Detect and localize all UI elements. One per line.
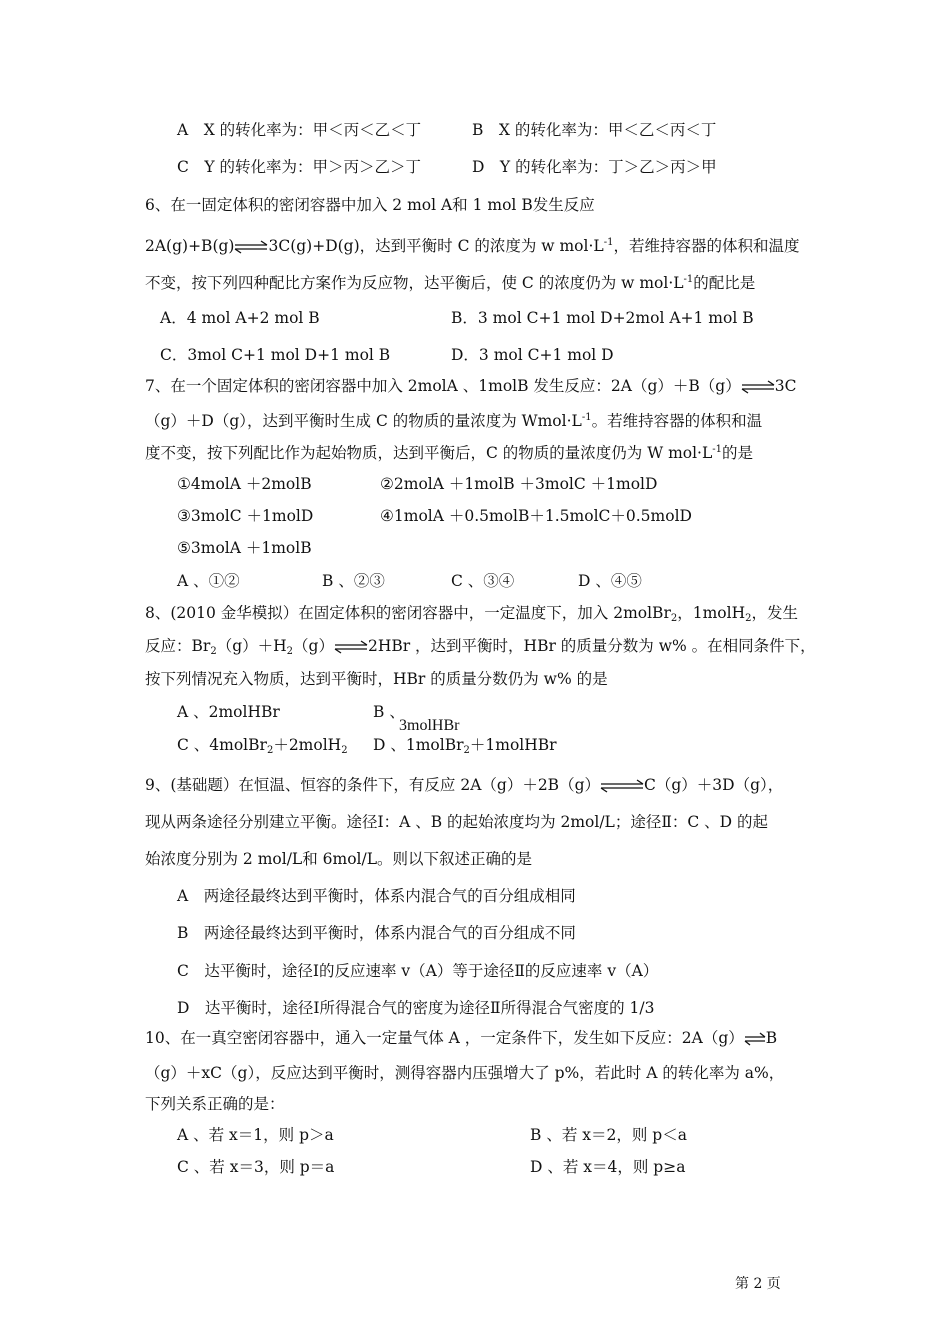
q9-option-c: C 达平衡时，途径Ⅰ的反应速率 v（A）等于途径Ⅱ的反应速率 v（A） bbox=[177, 962, 659, 980]
q5-option-b: B X 的转化率为：甲＜乙＜丙＜丁 bbox=[472, 121, 717, 139]
q8-option-b: B 、 bbox=[373, 703, 405, 721]
q10-stem-line3: 下列关系正确的是： bbox=[145, 1095, 285, 1113]
q9-stem-line3: 始浓度分别为 2 mol/L和 6mol/L。则以下叙述正确的是 bbox=[145, 850, 533, 868]
q10-stem-line1: 10、在一真空密闭容器中，通入一定量气体 A ，一定条件下，发生如下反应：2A（g） B bbox=[145, 1029, 778, 1047]
q7-item-3: ③3molC ＋1molD bbox=[177, 507, 314, 525]
q6-stem-line3: 不变，按下列四种配比方案作为反应物，达平衡后，使 C 的浓度仍为 w $mol\cdot L^{-1}$的配比是 bbox=[145, 274, 756, 292]
q10-option-b: B 、若 x＝2，则 p＜a bbox=[530, 1126, 687, 1144]
q10-option-d: D 、若 x＝4，则 p≥a bbox=[530, 1158, 686, 1176]
q9-option-a: A 两途径最终达到平衡时，体系内混合气的百分组成相同 bbox=[177, 887, 576, 905]
q6-stem-line2: 2A(g)+B(g) 3C(g)+D(g)，达到平衡时 C 的浓度为 w $mol\cdot L^{-1}$，若维持容器的体积和温度 bbox=[145, 237, 800, 255]
q8-option-a: A 、2molHBr bbox=[177, 703, 280, 721]
q8-stem-line2: 反应：$Br_2(g)+H_2(g)$ 2HBr ，达到平衡时，HBr 的质量分数为 w% 。在相同条件下， bbox=[145, 637, 816, 657]
q5-option-d: D Y 的转化率为：丁＞乙＞丙＞甲 bbox=[472, 158, 717, 176]
q9-stem-line2: 现从两条途径分别建立平衡。途径Ⅰ：A 、B 的起始浓度均为 2mol/L；途径Ⅱ：C 、D 的起 bbox=[145, 813, 769, 831]
equilibrium-arrow-icon bbox=[741, 380, 775, 394]
equilibrium-arrow-icon bbox=[744, 1032, 766, 1046]
q7-stem-line3: 度不变，按下列配比作为起始物质，达到平衡后，C 的物质的量浓度仍为 W $mol\cdot L^{-1}$的是 bbox=[145, 444, 754, 462]
q7-option-b: B 、②③ bbox=[322, 572, 385, 590]
q6-option-a: A．4 mol A+2 mol B bbox=[160, 309, 320, 327]
q6-option-c: C．3mol C+1 mol D+1 mol B bbox=[160, 346, 391, 364]
equilibrium-arrow-icon bbox=[600, 779, 644, 793]
q6-option-d: D．3 mol C+1 mol D bbox=[451, 346, 614, 364]
q7-item-4: ④1molA ＋0.5molB＋1.5molC＋0.5molD bbox=[380, 507, 692, 525]
q10-stem-line2: （g）＋xC（g），反应达到平衡时，测得容器内压强增大了 p%，若此时 A 的转化率为 a%， bbox=[145, 1064, 785, 1082]
q7-item-5: ⑤3molA ＋1molB bbox=[177, 539, 312, 557]
q8-option-c: C 、4molBr$_2$＋2molH$_2$ bbox=[177, 736, 348, 756]
q7-option-d: D 、④⑤ bbox=[578, 572, 642, 590]
q5-option-a: A X 的转化率为：甲＜丙＜乙＜丁 bbox=[177, 121, 422, 139]
q10-option-c: C 、若 x＝3，则 p＝a bbox=[177, 1158, 335, 1176]
q8-stem-line1: 8、(2010 金华模拟）在固定体积的密闭容器中，一定温度下，加入 2molBr$_2$，1molH$_2$，发生 bbox=[145, 604, 798, 624]
q7-stem-line1: 7、在一个固定体积的密闭容器中加入 2molA 、1molB 发生反应：2A（g）＋B（g） 3C bbox=[145, 377, 797, 395]
q9-option-d: D 达平衡时，途径Ⅰ所得混合气的密度为途径Ⅱ所得混合气密度的 1/3 bbox=[177, 999, 655, 1017]
q9-stem-line1: 9、(基础题）在恒温、恒容的条件下，有反应 2A（g）＋2B（g） C（g）＋3D（g）， bbox=[145, 776, 784, 794]
q8-option-d: D 、1molBr$_2$＋1molHBr bbox=[373, 736, 557, 756]
equilibrium-arrow-icon bbox=[234, 240, 268, 254]
q7-item-1: ①4molA ＋2molB bbox=[177, 475, 312, 493]
page-number: 第 2 页 bbox=[735, 1276, 781, 1292]
q7-item-2: ②2molA ＋1molB ＋3molC ＋1molD bbox=[380, 475, 658, 493]
q6-option-b: B．3 mol C+1 mol D+2mol A+1 mol B bbox=[451, 309, 754, 327]
q9-option-b: B 两途径最终达到平衡时，体系内混合气的百分组成不同 bbox=[177, 924, 576, 942]
q7-option-c: C 、③④ bbox=[451, 572, 515, 590]
q8-stem-line3: 按下列情况充入物质，达到平衡时，HBr 的质量分数仍为 w% 的是 bbox=[145, 670, 608, 688]
q7-option-a: A 、①② bbox=[177, 572, 240, 590]
q5-option-c: C Y 的转化率为：甲＞丙＞乙＞丁 bbox=[177, 158, 422, 176]
q7-stem-line2: （g）＋D（g），达到平衡时生成 C 的物质的量浓度为 $Wmol\cdot L^{-1}$。若维持容器的体积和温 bbox=[145, 412, 763, 430]
equilibrium-arrow-icon bbox=[334, 640, 368, 654]
q6-stem-line1: 6、在一固定体积的密闭容器中加入 2 mol A和 1 mol B发生反应 bbox=[145, 196, 595, 214]
q10-option-a: A 、若 x＝1，则 p＞a bbox=[177, 1126, 334, 1144]
q8-option-b-value: 3molHBr bbox=[399, 717, 460, 734]
